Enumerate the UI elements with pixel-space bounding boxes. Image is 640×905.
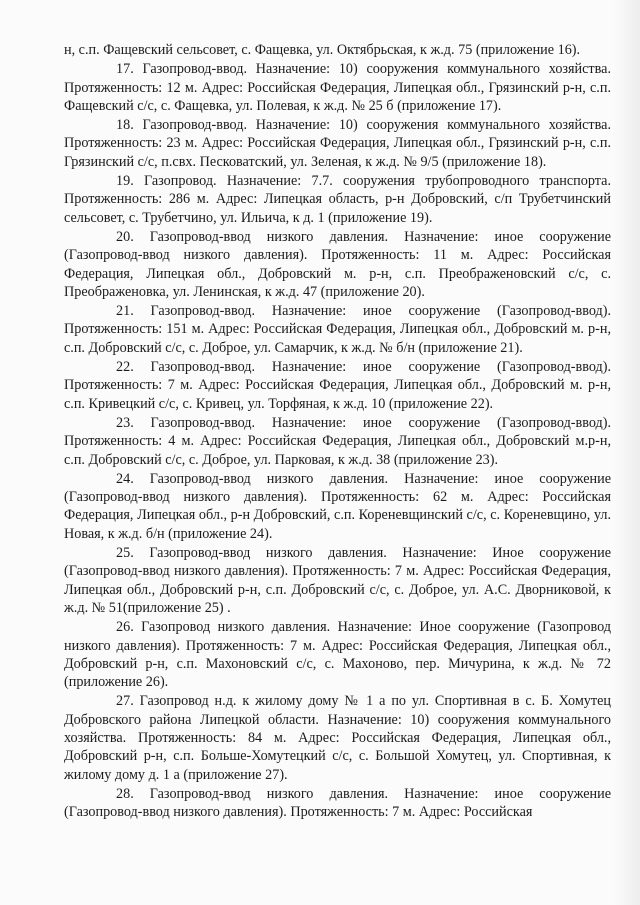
paragraph-item-17: 17. Газопровод-ввод. Назначение: 10) сооружения коммунального хозяйства. Протяженность: 12 м. Адрес: Российская Федерация, Липецкая обл., Грязинский р-н, с.п. Фащевский с/с, с. Фащевка, ул. Полевая, к ж.д. № 25 б (приложение 17). (64, 61, 611, 114)
paragraph-item-25: 25. Газопровод-ввод низкого давления. Назначение: Иное сооружение (Газопровод-ввод низкого давления). Протяженность: 7 м. Адрес: Российская Федерация, Липецкая обл., Добровский р-н, с.п. Добровский с/с, с. Доброе, ул. А.С. Дворниковой, к ж.д. № 51(приложение 25) . (64, 545, 611, 616)
paragraph-item-22: 22. Газопровод-ввод. Назначение: иное сооружение (Газопровод-ввод). Протяженность: 7 м. Адрес: Российская Федерация, Липецкая обл., Добровский м. р-н, с.п. Кривецкий с/с, с. Кривец, ул. Торфяная, к ж.д. 10 (приложение 22). (64, 359, 611, 412)
paragraph-item-20: 20. Газопровод-ввод низкого давления. Назначение: иное сооружение (Газопровод-ввод низкого давления). Протяженность: 11 м. Адрес: Российская Федерация, Липецкая обл., Добровский м. р-н, с.п. Преображеновский с/с, с. Преображеновка, ул. Ленинская, к ж.д. 47 (приложение 20). (64, 228, 611, 300)
paragraph-item-18: 18. Газопровод-ввод. Назначение: 10) сооружения коммунального хозяйства. Протяженность: 23 м. Адрес: Российская Федерация, Липецкая обл., Грязинский р-н, с.п. Грязинский с/с, п.свх. Песковатский, ул. Зеленая, к ж.д. № 9/5 (приложение 18). (64, 117, 611, 170)
paragraph-continuation: н, с.п. Фащевский сельсовет, с. Фащевка, ул. Октябрьская, к ж.д. 75 (приложение 16). (64, 42, 581, 58)
document-body (64, 41, 611, 822)
paragraph-item-21: 21. Газопровод-ввод. Назначение: иное сооружение (Газопровод-ввод). Протяженность: 151 м. Адрес: Российская Федерация, Липецкая обл., Добровский м. р-н, с.п. Добровский с/с, с. Доброе, ул. Самарчик, к ж.д. № б/н (приложение 21). (64, 303, 611, 356)
paragraph-item-23: 23. Газопровод-ввод. Назначение: иное сооружение (Газопровод-ввод). Протяженность: 4 м. Адрес: Российская Федерация, Липецкая обл., Добровский м.р-н, с.п. Добровский с/с, с. Доброе, ул. Парковая, к ж.д. 38 (приложение 23). (64, 414, 611, 468)
paragraph-item-28: 28. Газопровод-ввод низкого давления. Назначение: иное сооружение (Газопровод-ввод низкого давления). Протяженность: 7 м. Адрес: Российская (64, 785, 611, 821)
paragraph-item-27: 27. Газопровод н.д. к жилому дому № 1 а по ул. Спортивная в с. Б. Хомутец Добровского района Липецкой области. Назначение: 10) сооружения коммунального хозяйства. Протяженность: 84 м. Адрес: Российская Федерация, Липецкая обл., Добровский р-н, с.п. Больше-Хомутецкий с/с, с. Большой Хомутец, ул. Спортивная, к жилому дому д. 1 а (приложение 27). (64, 693, 611, 783)
paragraph-item-24: 24. Газопровод-ввод низкого давления. Назначение: иное сооружение (Газопровод-ввод низкого давления). Протяженность: 62 м. Адрес: Российская Федерация, Липецкая обл., р-н Добровский, с.п. Кореневщинский с/с, с. Кореневщино, ул. Новая, к ж.д. б/н (приложение 24). (64, 470, 611, 542)
scan-edge-shadow (614, 0, 640, 905)
paragraph-item-26: 26. Газопровод низкого давления. Назначение: Иное сооружение (Газопровод низкого давления). Протяженность: 7 м. Адрес: Российская Федерация, Липецкая обл., Добровский р-н, с.п. Махоновский с/с, с. Махоново, пер. Мичурина, к ж.д. № 72 (приложение 26). (64, 619, 611, 691)
paragraph-item-19: 19. Газопровод. Назначение: 7.7. сооружения трубопроводного транспорта. Протяженность: 286 м. Адрес: Липецкая область, р-н Добровский, с/п Трубетчинский сельсовет, с. Трубетчино, ул. Ильича, к д. 1 (приложение 19). (64, 173, 611, 226)
